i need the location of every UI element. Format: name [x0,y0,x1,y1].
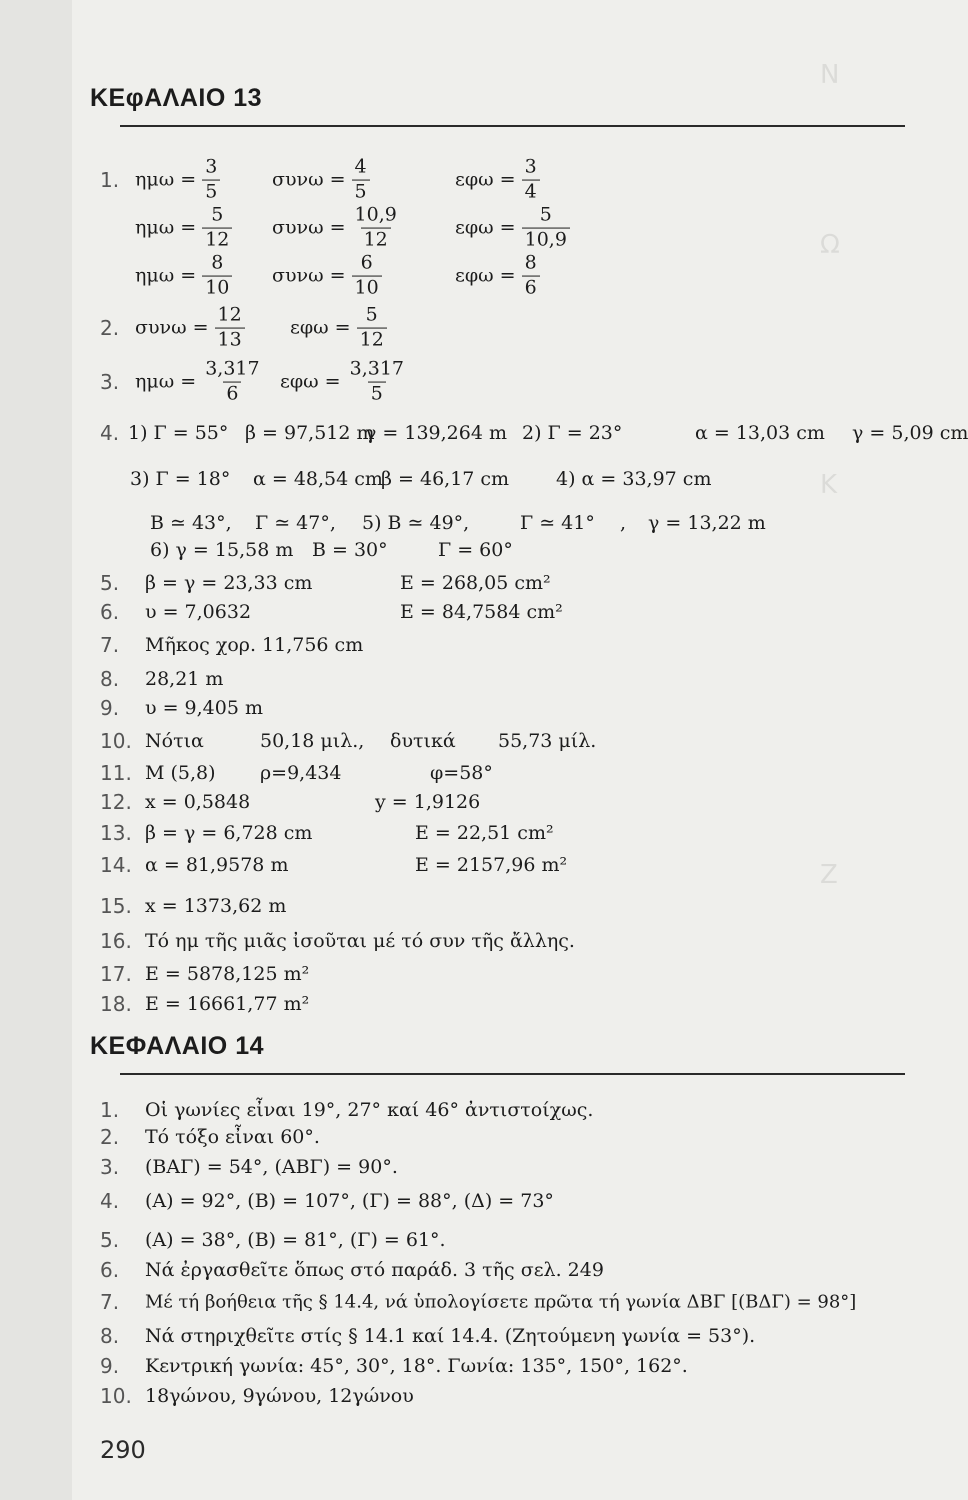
answer-value: 28,21 m [145,668,224,690]
answer-row [100,888,920,924]
answer-value: B ≃ 43°, [150,512,232,534]
answer-row [100,986,920,1022]
item-number: 2. [100,1125,120,1149]
fraction-label: ημω = [135,371,197,393]
fraction-label: εφω = [455,217,516,239]
answer-value: E = 84,7584 cm² [400,601,563,623]
fraction-label: συνω = [272,169,346,191]
fraction-label: εφω = [455,265,516,287]
answer-value: E = 5878,125 m² [145,963,310,985]
fraction-label: ημω = [135,217,197,239]
item-number: 1. [100,168,120,192]
answer-value: γ = 5,09 cm [852,422,968,444]
answer-value: 3) Γ = 18° [130,468,231,490]
fraction-expression [455,251,540,299]
item-number: 7. [100,1290,120,1314]
item-number: 3. [100,370,120,394]
numerator: 3,317 [205,357,260,380]
answer-row [100,627,920,663]
item-number: 14. [100,853,132,877]
answer-row [100,847,920,883]
answer-value: β = 97,512 m [245,422,375,444]
answer-value: E = 268,05 cm² [400,572,551,594]
fraction-label: ημω = [135,265,197,287]
answer-value: Μ (5,8) [145,762,216,784]
answer-row [100,1149,920,1185]
answer-text: Νά ἐργασθεῖτε ὅπως στό παράδ. 3 τῆς σελ. 249 [145,1259,604,1281]
answer-value: x = 0,5848 [145,791,251,813]
numerator: 6 [360,251,373,274]
answer-value: β = γ = 6,728 cm [145,822,313,844]
item-number: 5. [100,1228,120,1252]
denominator: 4 [522,180,540,203]
answer-row [100,1378,920,1414]
denominator: 13 [215,328,245,351]
answer-value: 5) B ≃ 49°, [362,512,470,534]
fraction-expression [272,251,382,299]
item-number: 5. [100,571,120,595]
answer-value: δυτικά [390,730,456,752]
answer-value: 50,18 μιλ., [260,730,365,752]
answer-row [100,155,920,203]
item-number: 4. [100,1189,120,1213]
answer-text: (ΒΑΓ) = 54°, (ΑΒΓ) = 90°. [145,1156,398,1178]
answer-text: Μέ τή βοήθεια τῆς § 14.4, νά ὑπολογίσετε πρῶτα τή γωνία ΔΒΓ [(ΒΔΓ) = 98°] [145,1291,857,1313]
answer-value: α = 81,9578 m [145,854,289,876]
numerator: 10,9 [354,203,397,226]
chapter-14-rule [120,1073,905,1075]
fraction-label: εφω = [280,371,341,393]
denominator: 6 [522,276,540,299]
fraction-expression [272,155,370,203]
answer-value: Μῆκος χορ. 11,756 cm [145,634,364,656]
item-number: 15. [100,894,132,918]
answer-value: Γ ≃ 41° [520,512,595,534]
fraction [202,203,232,251]
item-number: 8. [100,667,120,691]
numerator: 3 [205,155,218,178]
item-number: 13. [100,821,132,845]
numerator: 8 [524,251,537,274]
answer-text: (Α) = 38°, (Β) = 81°, (Γ) = 61°. [145,1229,446,1251]
fraction-expression [135,303,245,351]
answer-value: υ = 9,405 m [145,697,263,719]
numerator: 8 [211,251,224,274]
answer-text: Οἱ γωνίες εἶναι 19°, 27° καί 46° ἀντιστοίχως. [145,1099,594,1121]
answer-text: Τό τόξο εἶναι 60°. [145,1126,320,1148]
answer-value: γ = 13,22 m [648,512,766,534]
answer-value: φ=58° [430,762,493,784]
chapter-13-heading: ΚΕφΑΛΑΙΟ 13 [90,84,263,112]
answer-text: 18γώνου, 9γώνου, 12γώνου [145,1385,414,1407]
item-number: 8. [100,1324,120,1348]
answer-value: Γ ≃ 47°, [255,512,336,534]
fraction-expression [272,203,400,251]
fraction-expression [135,357,263,405]
answer-value: α = 48,54 cm [253,468,383,490]
fraction-expression [290,303,387,351]
numerator: 5 [365,303,378,326]
answer-value: Γ = 60° [438,539,513,561]
answer-row [100,1284,920,1320]
answer-value: B = 30° [312,539,388,561]
chapter-14-heading: ΚΕΦΑΛΑΙΟ 14 [90,1032,265,1060]
answer-row [100,690,920,726]
fraction [202,251,232,299]
answer-row [100,594,920,630]
fraction [352,155,370,203]
fraction [522,251,540,299]
answer-value: 4) α = 33,97 cm [556,468,712,490]
denominator: 12 [202,228,232,251]
fraction-expression [135,203,232,251]
answer-value: y = 1,9126 [375,791,481,813]
answer-row [100,815,920,851]
answer-text: Νά στηριχθεῖτε στίς § 14.1 καί 14.4. (Ζητούμενη γωνία = 53°). [145,1325,756,1347]
fraction [215,303,245,351]
denominator: 12 [357,328,387,351]
item-number: 2. [100,316,120,340]
fraction [522,155,540,203]
fraction [357,303,387,351]
denominator: 12 [361,228,391,251]
answer-row [100,357,920,405]
fraction-label: συνω = [272,217,346,239]
fraction [522,203,570,251]
answer-value: 2) Γ = 23° [522,422,623,444]
answer-row [100,251,920,299]
fraction-label: συνω = [272,265,346,287]
item-number: 9. [100,696,120,720]
fraction-label: συνω = [135,317,209,339]
answer-value: β = 46,17 cm [381,468,510,490]
answer-text: Κεντρική γωνία: 45°, 30°, 18°. Γωνία: 135°, 150°, 162°. [145,1355,688,1377]
answer-value: E = 2157,96 m² [415,854,568,876]
answer-row [100,1252,920,1288]
item-number: 6. [100,1258,120,1282]
answer-row [100,461,920,497]
denominator: 10,9 [522,228,570,251]
answer-value: γ = 139,264 m [365,422,507,444]
denominator: 5 [202,180,220,203]
item-number: 17. [100,962,132,986]
fraction [352,251,382,299]
fraction-expression [135,251,232,299]
item-number: 4. [100,421,120,445]
answer-value: E = 22,51 cm² [415,822,554,844]
numerator: 12 [217,303,242,326]
denominator: 6 [223,382,241,405]
denominator: 5 [368,382,386,405]
answer-row [100,723,920,759]
bleed-through: Ν Ω Κ Ζ [820,60,840,890]
denominator: 10 [352,276,382,299]
chapter-13-rule [120,125,905,127]
page-number: 290 [100,1436,146,1464]
answer-value: υ = 7,0632 [145,601,252,623]
item-number: 10. [100,729,132,753]
numerator: 3,317 [349,357,405,380]
fraction-label: εφω = [455,169,516,191]
fraction [202,357,262,405]
answer-value: Νότια [145,730,204,752]
answer-value: α = 13,03 cm [695,422,825,444]
answer-value: 1) Γ = 55° [128,422,229,444]
numerator: 3 [524,155,537,178]
item-number: 3. [100,1155,120,1179]
item-number: 10. [100,1384,132,1408]
fraction-expression [280,357,407,405]
numerator: 5 [211,203,224,226]
fraction [347,357,407,405]
answer-value: x = 1373,62 m [145,895,287,917]
answer-value: ρ=9,434 [260,762,342,784]
item-number: 9. [100,1354,120,1378]
fraction-expression [455,203,570,251]
answer-row [100,923,920,959]
answer-value: 55,73 μίλ. [498,730,597,752]
answer-row [100,203,920,251]
denominator: 10 [202,276,232,299]
item-number: 12. [100,790,132,814]
item-number: 6. [100,600,120,624]
item-number: 16. [100,929,132,953]
fraction-expression [135,155,220,203]
answer-row [100,415,968,451]
denominator: 5 [352,180,370,203]
answer-value: 6) γ = 15,58 m [150,539,294,561]
numerator: 5 [539,203,552,226]
answer-value: β = γ = 23,33 cm [145,572,313,594]
fraction-label: εφω = [290,317,351,339]
item-number: 11. [100,761,132,785]
answer-text: (Α) = 92°, (Β) = 107°, (Γ) = 88°, (Δ) = 73° [145,1190,554,1212]
fraction-expression [455,155,540,203]
answer-row [100,303,920,351]
fraction [352,203,400,251]
fraction [202,155,220,203]
answer-row [100,1183,920,1219]
item-number: 18. [100,992,132,1016]
numerator: 4 [354,155,367,178]
answer-value: Τό ημ τῆς μιᾶς ἰσοῦται μέ τό συν τῆς ἄλλης. [145,930,575,952]
item-number: 7. [100,633,120,657]
answer-value: , [620,512,627,534]
item-number: 1. [100,1098,120,1122]
answer-value: E = 16661,77 m² [145,993,310,1015]
fraction-label: ημω = [135,169,197,191]
answer-row [100,532,920,568]
